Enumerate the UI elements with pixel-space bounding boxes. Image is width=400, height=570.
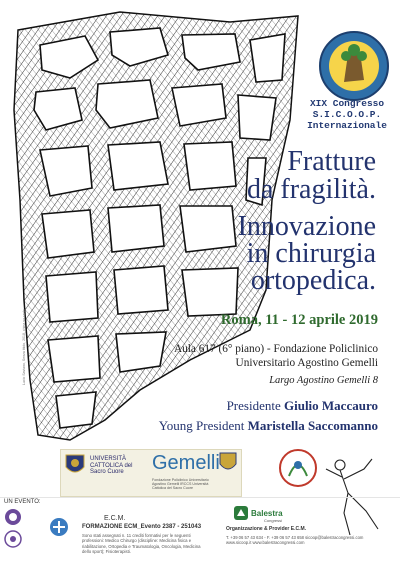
congress-title-line1: XIX Congresso xyxy=(309,98,385,109)
organizer-badge-2-icon xyxy=(4,530,22,548)
young-president-line xyxy=(159,418,378,434)
sicoop-logo xyxy=(318,30,390,102)
title-line-2: da fragilità. xyxy=(246,174,376,205)
ecm-logo-icon xyxy=(48,517,70,537)
ecm-label: E.C.M. xyxy=(104,515,126,522)
young-president-label: Young President xyxy=(158,418,245,433)
roma-seal-icon xyxy=(277,448,319,488)
gemelli-subtitle: Fondazione Policlinico Universitario Agostino Gemelli IRCCS Università Cattolica del Sacro Cuore xyxy=(152,478,209,491)
footer-divider xyxy=(0,497,400,498)
dancer-sketch-icon xyxy=(320,455,390,541)
venue-address: Largo Agostino Gemelli 8 xyxy=(269,375,378,386)
congress-title-line2: S.I.C.O.O.P. xyxy=(312,109,382,120)
artwork-credit: Lucio Saviano, Senza titolo, 2018, china su carta xyxy=(22,309,26,385)
venue-line-2: Universitario Agostino Gemelli xyxy=(235,357,378,369)
provider-subtitle: Congressi xyxy=(264,518,283,523)
balestra-logo-icon xyxy=(233,505,249,521)
venue-line-1: Aula 617 (6° piano) - Fondazione Policlinico xyxy=(173,343,378,355)
ecm-event-code: FORMAZIONE ECM_Evento 2387 - 251043 xyxy=(82,524,202,530)
provider-name: Balestra xyxy=(251,509,283,518)
gemelli-seal-icon xyxy=(219,452,237,474)
title-line-5: ortopedica. xyxy=(250,265,376,296)
ucsc-seal-icon xyxy=(64,453,86,477)
young-president-name: Maristella Saccomanno xyxy=(247,418,378,433)
ecm-credits-text: Sono stati assegnati n. 11 crediti formativi per le seguenti professioni: Medico Chirurgo (discipline: Medicina fisica e riabilitazione, Ortopedia e Traumatologia, Oncologia, Medicina dello sport); Fisioterapisti. xyxy=(82,533,201,554)
provider-role: Organizzazione & Provider E.C.M. xyxy=(226,526,307,532)
president-line xyxy=(227,398,378,414)
title-line-1: Fratture xyxy=(287,146,376,177)
organizer-badge-icon xyxy=(4,508,22,526)
president-name: Giulio Maccauro xyxy=(283,398,378,413)
title-line-3: Innovazione xyxy=(237,211,376,242)
provider-contacts: T. +39 06 57 43 634 - F. +39 06 57 43 658 sicoop@balestracongressi.com www.sicoop.it www.balestracongressi.com xyxy=(226,535,364,546)
president-label: Presidente xyxy=(226,398,281,413)
congress-title xyxy=(296,98,398,131)
congress-title-line3: Internazionale xyxy=(307,120,387,131)
title-line-4: in chirurgia xyxy=(246,238,376,269)
gemelli-logo-text: Gemelli xyxy=(152,452,220,474)
event-date: Roma, 11 - 12 aprile 2019 xyxy=(220,312,378,328)
event-by-label: UN EVENTO: xyxy=(4,499,41,505)
ucsc-name: UNIVERSITÀ CATTOLICA del Sacro Cuore xyxy=(90,456,133,475)
